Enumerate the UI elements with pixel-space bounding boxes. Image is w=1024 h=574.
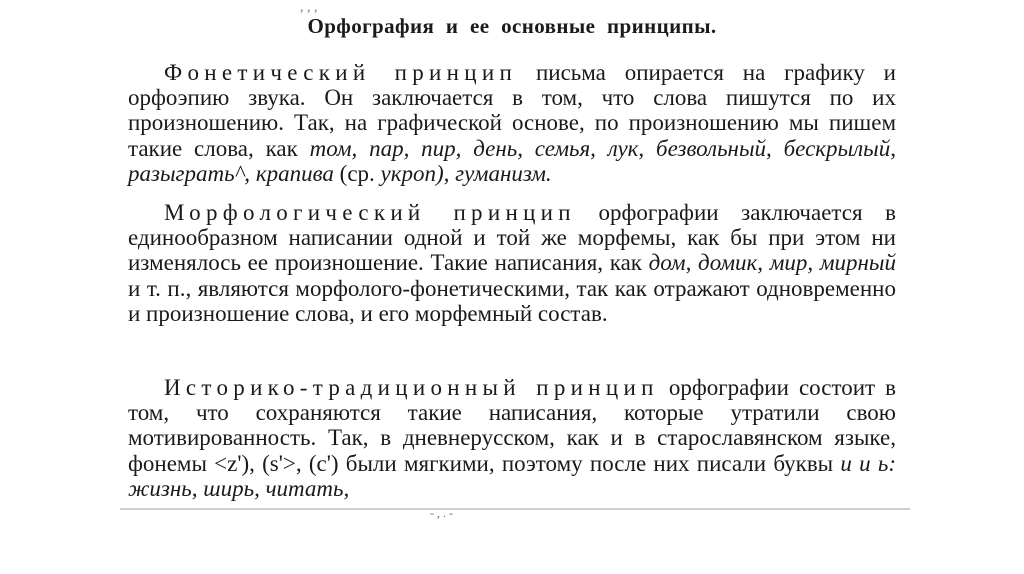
paragraph-text: и т. п., являются морфолого-фонетическими, так как отражают одновременно и произношение слова, и его морфемный состав. bbox=[128, 275, 896, 326]
example-words: укроп), гуманизм. bbox=[380, 160, 552, 186]
term-phonetic-principle: Фонетический принцип bbox=[164, 60, 518, 85]
paragraph-morphological bbox=[128, 200, 896, 326]
scan-artifact: , , , bbox=[300, 0, 318, 15]
example-words: и и ь: жизнь, ширь, читать, bbox=[128, 450, 896, 501]
term-historical-principle: Историко-традиционный принцип bbox=[164, 375, 659, 400]
paragraph-text: орфографии состоит в том, что сохраняются такие написания, которые утратили свою мотивированность. Так, в дневнерусском, как и в старославянском языке, фонемы <z'), (s'>, (c') были мягкими, поэтому после них писали буквы bbox=[128, 375, 897, 476]
paragraph-text: орфографии заключается в единообразном написании одной и той же морфемы, как бы при этом ни изменялось ее произношение. Такие написания, как bbox=[128, 200, 896, 276]
page-bottom-edge bbox=[120, 508, 910, 510]
example-words: дом, домик, мир, мирный bbox=[648, 250, 897, 276]
paragraph-text: письма опирается на графику и орфоэпию звука. Он заключается в том, что слова пишутся по их произношению. Так, на графической основе, по произношению мы пишем такие слова, как bbox=[128, 60, 896, 161]
paragraph-historical bbox=[128, 375, 896, 501]
scan-artifact: - , . - bbox=[430, 506, 453, 520]
paragraph-text: (ср. bbox=[333, 160, 381, 186]
example-words: том, пар, пир, день, семья, лук, безвольный, бескрылый, разыграть^, bbox=[128, 135, 896, 186]
paragraph-phonetic bbox=[128, 60, 896, 186]
term-morphological-principle: Морфологический принцип bbox=[164, 200, 576, 225]
example-words: крапива bbox=[250, 160, 334, 186]
page-title: Орфография и ее основные принципы. bbox=[307, 14, 717, 38]
